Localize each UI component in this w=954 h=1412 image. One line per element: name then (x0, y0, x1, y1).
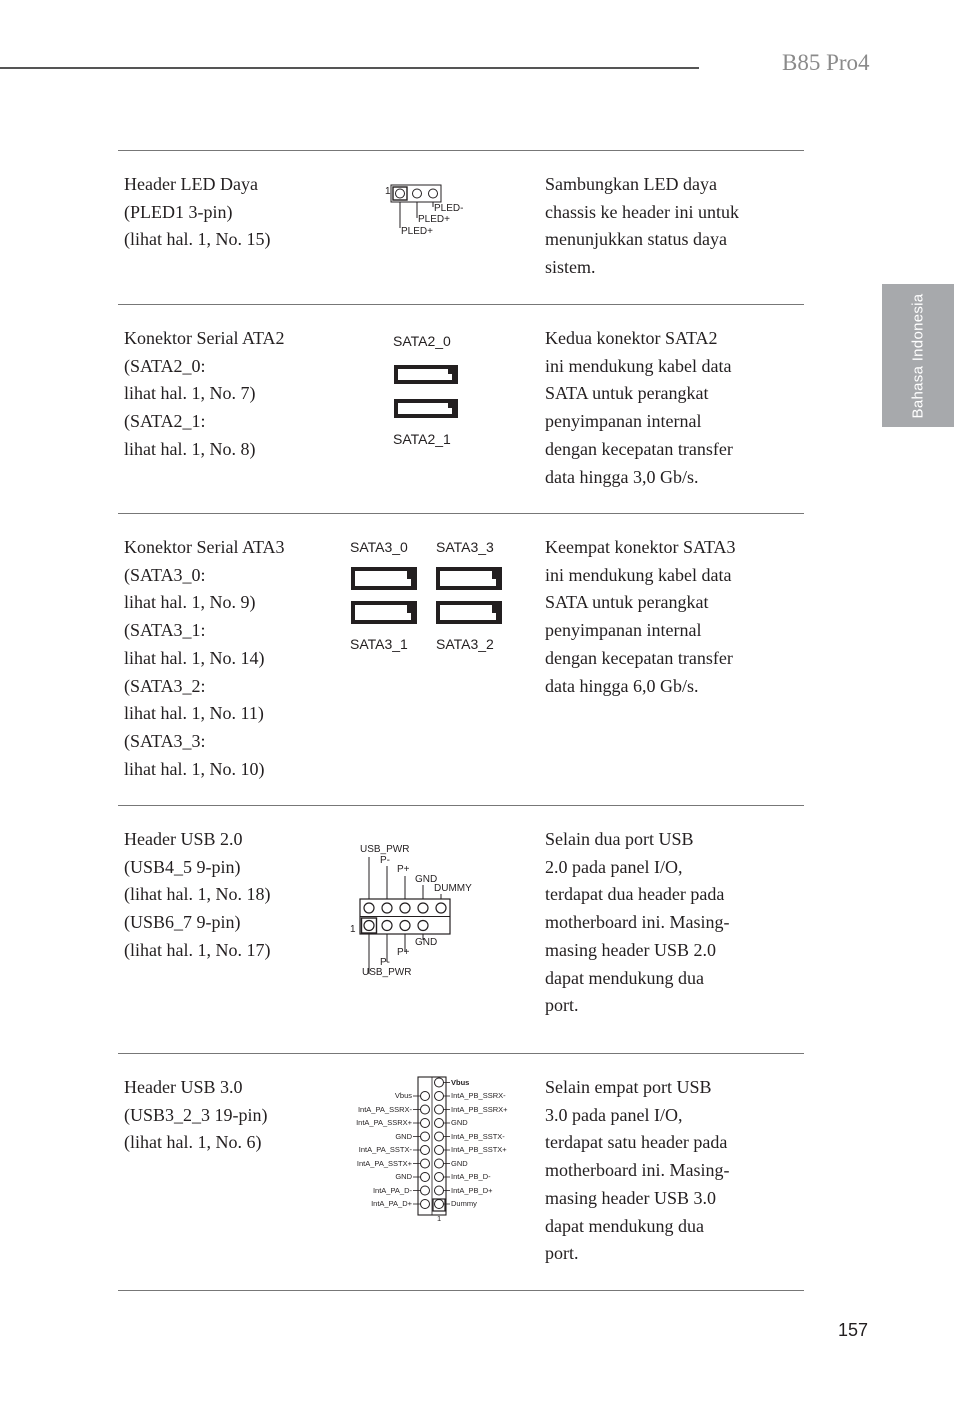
desc-line: terdapat dua header pada (545, 884, 725, 905)
row-usb2-desc (545, 826, 729, 1020)
pin-label: IntA_PA_SSRX- (357, 1104, 412, 1114)
row-pled-desc (545, 171, 739, 282)
header-rule (0, 67, 699, 69)
pin-label: PLED+ (401, 226, 433, 237)
sata-port-label: SATA2_0 (393, 333, 451, 349)
pin-label: GND (395, 1131, 412, 1141)
left-line: (SATA3_2: (124, 675, 206, 696)
pled-pins: (PLED1 3-pin) (124, 201, 233, 222)
sata2-title: Konektor Serial ATA2 (124, 328, 285, 348)
pin-label: Vbus (394, 1091, 412, 1100)
desc-line: dapat mendukung dua (545, 1215, 704, 1236)
left-line: (USB3_2_3 19-pin) (124, 1104, 268, 1125)
pin-label: IntA_PA_SSTX+ (356, 1158, 412, 1168)
left-line: (lihat hal. 1, No. 6) (124, 1132, 262, 1153)
pin-label: Vbus (451, 1078, 470, 1087)
left-line: (SATA2_0: (124, 355, 206, 376)
pin-label: IntA_PB_D- (451, 1172, 491, 1181)
left-line: (SATA3_0: (124, 564, 206, 585)
desc-line: penyimpanan internal (545, 620, 702, 641)
pin-label: P- (380, 855, 390, 866)
usb2-pins-graphic (346, 840, 486, 985)
desc-line: Kedua konektor SATA2 (545, 328, 718, 348)
left-line: lihat hal. 1, No. 9) (124, 592, 256, 613)
desc-line: motherboard ini. Masing- (545, 912, 730, 933)
row-sata3-desc (545, 534, 736, 700)
table-rule (118, 805, 804, 806)
desc-line: terdapat satu header pada (545, 1132, 728, 1153)
page-number: 157 (838, 1320, 869, 1340)
desc-line: port. (545, 1243, 579, 1264)
sata2-diagram (392, 333, 472, 453)
desc-line: data hingga 6,0 Gb/s. (545, 675, 699, 696)
pin-label: P+ (397, 947, 410, 958)
desc-line: Sambungkan LED daya (545, 174, 717, 194)
sata2-ports-graphic (392, 363, 462, 423)
left-line: (USB4_5 9-pin) (124, 856, 241, 877)
row-sata2-desc (545, 325, 733, 491)
row-pled-left (124, 171, 270, 254)
page-header-title: B85 Pro4 (782, 50, 870, 75)
desc-line: Selain dua port USB (545, 829, 694, 849)
sata3-ports-graphic (349, 565, 509, 625)
pin-label: DUMMY (434, 883, 472, 894)
pin-label: GND (415, 874, 438, 885)
pin-label: IntA_PA_D+ (371, 1199, 412, 1208)
row-sata3-left (124, 534, 285, 783)
pin-label: GND (395, 1172, 412, 1181)
desc-line: data hingga 3,0 Gb/s. (545, 466, 699, 487)
desc-line: ini mendukung kabel data (545, 564, 732, 585)
table-rule (118, 1290, 804, 1291)
desc-line: 2.0 pada panel I/O, (545, 856, 683, 877)
desc-line: penyimpanan internal (545, 411, 702, 432)
sata-port-label: SATA3_1 (350, 636, 408, 652)
sata3-title: Konektor Serial ATA3 (124, 537, 285, 557)
desc-line: SATA untuk perangkat (545, 383, 709, 404)
pin-label: IntA_PA_SSRX+ (356, 1118, 412, 1127)
pin-label: GND (451, 1158, 468, 1168)
pin-one-marker: 1 (437, 1214, 442, 1223)
left-line: (SATA3_1: (124, 620, 206, 641)
pin-label: IntA_PB_SSRX- (451, 1091, 506, 1100)
table-rule (118, 150, 804, 151)
pin-label: IntA_PA_D- (372, 1185, 412, 1195)
pin-label: GND (415, 937, 438, 948)
side-tab-label: Bahasa Indonesia (909, 293, 927, 418)
desc-line: menunjukkan status daya (545, 229, 727, 250)
pin-one-marker: 1 (350, 924, 356, 935)
desc-line: dapat mendukung dua (545, 967, 704, 988)
desc-line: chassis ke header ini untuk (545, 201, 739, 222)
desc-line: masing header USB 2.0 (545, 939, 716, 960)
row-usb2-left (124, 826, 270, 965)
left-line: (lihat hal. 1, No. 18) (124, 884, 271, 905)
desc-line: masing header USB 3.0 (545, 1187, 716, 1208)
desc-line: Selain empat port USB (545, 1077, 712, 1097)
left-line: (SATA2_1: (124, 411, 206, 432)
table-rule (118, 304, 804, 305)
sata-port-label: SATA3_3 (436, 539, 494, 555)
sata3-diagram (349, 537, 509, 657)
left-line: (lihat hal. 1, No. 17) (124, 939, 271, 960)
row-usb3-desc (545, 1074, 729, 1268)
usb3-title: Header USB 3.0 (124, 1077, 243, 1097)
pin-label: IntA_PB_D+ (451, 1185, 493, 1195)
pled-ref: (lihat hal. 1, No. 15) (124, 229, 271, 250)
desc-line: Keempat konektor SATA3 (545, 537, 736, 557)
desc-line: motherboard ini. Masing- (545, 1160, 730, 1181)
usb3-header-diagram (340, 1072, 530, 1232)
pin-label: P- (380, 957, 390, 968)
usb2-title: Header USB 2.0 (124, 829, 243, 849)
pin-label: IntA_PA_SSTX- (358, 1145, 412, 1154)
pin-label: USB_PWR (362, 967, 412, 978)
sata-port-label: SATA3_2 (436, 636, 494, 652)
sata-port-label: SATA3_0 (350, 539, 408, 555)
pin-label: PLED+ (418, 214, 450, 225)
pin-label: IntA_PB_SSTX+ (451, 1145, 507, 1154)
pin-label: IntA_PB_SSTX- (451, 1131, 505, 1141)
pin-one-marker: 1 (385, 186, 391, 197)
table-rule (118, 513, 804, 514)
left-line: lihat hal. 1, No. 10) (124, 758, 265, 779)
row-sata2-left (124, 325, 285, 464)
left-line: lihat hal. 1, No. 7) (124, 383, 256, 404)
sata-port-label: SATA2_1 (393, 431, 451, 447)
left-line: lihat hal. 1, No. 8) (124, 438, 256, 459)
pin-label: GND (451, 1118, 468, 1127)
left-line: (USB6_7 9-pin) (124, 912, 241, 933)
desc-line: dengan kecepatan transfer (545, 438, 733, 459)
pled-title: Header LED Daya (124, 174, 258, 194)
usb2-header-diagram (346, 840, 486, 985)
desc-line: 3.0 pada panel I/O, (545, 1104, 683, 1125)
table-rule (118, 1053, 804, 1054)
desc-line: dengan kecepatan transfer (545, 647, 733, 668)
pin-label: P+ (397, 864, 410, 875)
pin-label: Dummy (451, 1199, 477, 1208)
desc-line: sistem. (545, 257, 596, 278)
desc-line: SATA untuk perangkat (545, 592, 709, 613)
pin-label: IntA_PB_SSRX+ (451, 1104, 508, 1114)
language-side-tab (882, 284, 954, 427)
desc-line: ini mendukung kabel data (545, 355, 732, 376)
left-line: lihat hal. 1, No. 11) (124, 703, 264, 724)
pin-label: USB_PWR (360, 844, 410, 855)
row-usb3-left (124, 1074, 268, 1157)
pin-label: PLED- (434, 203, 464, 214)
desc-line: port. (545, 995, 579, 1016)
pled-header-diagram (380, 180, 490, 242)
left-line: lihat hal. 1, No. 14) (124, 647, 265, 668)
left-line: (SATA3_3: (124, 730, 206, 751)
